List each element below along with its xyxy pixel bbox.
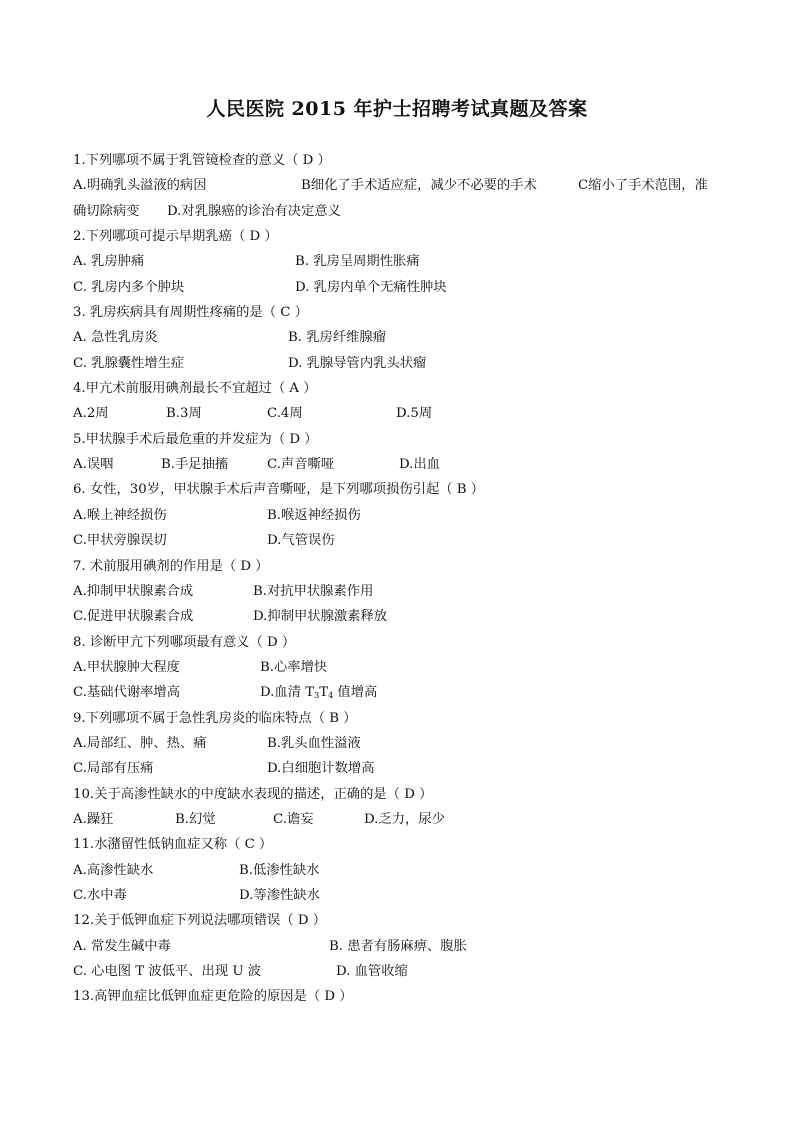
- option-row: [73, 680, 733, 705]
- subscript: 4: [328, 691, 334, 701]
- option-c: C.局部有压痛: [73, 761, 154, 777]
- option-d-text: T: [319, 685, 329, 701]
- option-c: C.声音嘶哑: [267, 457, 335, 473]
- option-d: D.等渗性缺水: [239, 887, 320, 903]
- option-c: C.基础代谢率增高: [73, 685, 181, 701]
- option-d: D.出血: [399, 457, 441, 473]
- option-c: C. 乳腺囊性增生症: [73, 355, 185, 371]
- option-row: [73, 579, 733, 604]
- option-row: [73, 756, 733, 781]
- question-stem: 13.高钾血症比低钾血症更危险的原因是（ D ）: [73, 989, 353, 1005]
- option-row: [73, 249, 733, 274]
- question-stem: 5.甲状腺手术后最危重的并发症为（ D ）: [73, 431, 318, 447]
- option-a: A.局部红、肿、热、痛: [73, 735, 207, 751]
- option-row: [73, 858, 733, 883]
- option-b: B.手足抽搐: [161, 457, 229, 473]
- question-stem: 1.下列哪项不属于乳管镜检查的意义（ D ）: [73, 153, 331, 168]
- option-b: B.心率增快: [260, 659, 328, 675]
- option-row: [73, 883, 733, 908]
- option-d: D.5周: [396, 406, 433, 422]
- question-stem: 10.关于高渗性缺水的中度缺水表现的描述，正确的是（ D ）: [73, 786, 433, 802]
- option-b: B.对抗甲状腺素作用: [253, 583, 374, 599]
- question-stem: 6. 女性，30岁，甲状腺手术后声音嘶哑，是下列哪项损伤引起（ B ）: [73, 482, 485, 498]
- option-c: C缩小了手术范围，准: [578, 178, 708, 194]
- option-row: [73, 325, 733, 350]
- option-row: [73, 959, 733, 984]
- option-b: B.3周: [166, 406, 202, 422]
- option-d: D.乏力，尿少: [364, 811, 445, 827]
- option-c: C.促进甲状腺素合成: [73, 609, 194, 625]
- option-a: A. 急性乳房炎: [73, 330, 158, 346]
- option-c-continued: 确切除病变: [73, 203, 140, 219]
- option-a: A.明确乳头溢液的病因: [73, 178, 207, 194]
- option-row: [73, 199, 733, 224]
- question-stem: 8. 诊断甲亢下列哪项最有意义（ D ）: [73, 634, 296, 650]
- question-stem: 4.甲亢术前服用碘剂最长不宜超过（ A ）: [73, 381, 317, 397]
- option-a: A.喉上神经损伤: [73, 507, 167, 523]
- option-c: C.甲状旁腺误切: [73, 533, 167, 549]
- option-row: [73, 655, 733, 680]
- option-d: [260, 680, 377, 705]
- option-a: A.甲状腺肿大程度: [73, 659, 180, 675]
- option-row: [73, 275, 733, 300]
- page-title: 人民医院 2015 年护士招聘考试真题及答案: [206, 98, 588, 120]
- option-row: [73, 173, 733, 198]
- question-stem: 12.关于低钾血症下列说法哪项错误（ D ）: [73, 913, 327, 929]
- option-d: D.抑制甲状腺激素释放: [253, 609, 388, 625]
- question-stem: 11.水潴留性低钠血症又称（ C ）: [73, 837, 273, 853]
- question-stem: 9.下列哪项不属于急性乳房炎的临床特点（ B ）: [73, 710, 357, 726]
- option-b: B.低渗性缺水: [239, 862, 320, 878]
- option-c: C. 乳房内多个肿块: [73, 279, 185, 295]
- option-a: A. 常发生碱中毒: [73, 938, 171, 954]
- option-row: [73, 503, 733, 528]
- option-row: [73, 452, 733, 477]
- option-d: D. 血管收缩: [336, 964, 408, 979]
- option-d-text: D.血清 T: [260, 685, 315, 701]
- option-b: B. 乳房呈周期性胀痛: [295, 254, 420, 270]
- option-b: B.喉返神经损伤: [267, 507, 361, 523]
- option-b: B. 患者有肠麻痹、腹胀: [329, 938, 467, 954]
- question-list: [73, 148, 733, 1010]
- option-b: B. 乳房纤维腺瘤: [288, 330, 387, 346]
- option-b: B.幻觉: [175, 811, 216, 827]
- option-row: [73, 401, 733, 426]
- option-d: D.气管误伤: [267, 533, 335, 549]
- option-a: A. 乳房肿痛: [73, 254, 145, 270]
- option-a: A.高渗性缺水: [73, 862, 154, 878]
- option-row: [73, 731, 733, 756]
- question-stem: 2.下列哪项可提示早期乳癌（ D ）: [73, 229, 278, 245]
- option-c: C.水中毒: [73, 887, 127, 903]
- question-stem: 7. 术前服用碘剂的作用是（ D ）: [73, 558, 269, 574]
- option-a: A.2周: [73, 406, 109, 422]
- option-row: [73, 351, 733, 376]
- option-a: A.躁狂: [73, 811, 114, 827]
- option-b: B细化了手术适应症，减少不必要的手术: [301, 178, 537, 194]
- option-d: D.白细胞计数增高: [267, 761, 375, 777]
- option-row: [73, 807, 733, 832]
- option-c: C.谵妄: [273, 811, 314, 827]
- option-c: C.4周: [267, 406, 303, 422]
- option-a: A.抑制甲状腺素合成: [73, 583, 194, 599]
- option-row: [73, 604, 733, 629]
- option-d: D. 乳房内单个无痛性肿块: [295, 279, 447, 295]
- option-d: D.对乳腺癌的诊治有决定意义: [167, 203, 341, 219]
- option-b: B.乳头血性溢液: [267, 735, 361, 751]
- option-d: D. 乳腺导管内乳头状瘤: [288, 355, 427, 371]
- option-c: C. 心电图 T 波低平、出现 U 波: [73, 964, 262, 979]
- subscript: 3: [314, 691, 320, 701]
- option-row: [73, 934, 733, 959]
- question-stem: 3. 乳房疾病具有周期性疼痛的是（ C ）: [73, 305, 308, 321]
- option-row: [73, 528, 733, 553]
- option-d-text: 值增高: [333, 685, 378, 701]
- option-a: A.误咽: [73, 457, 114, 473]
